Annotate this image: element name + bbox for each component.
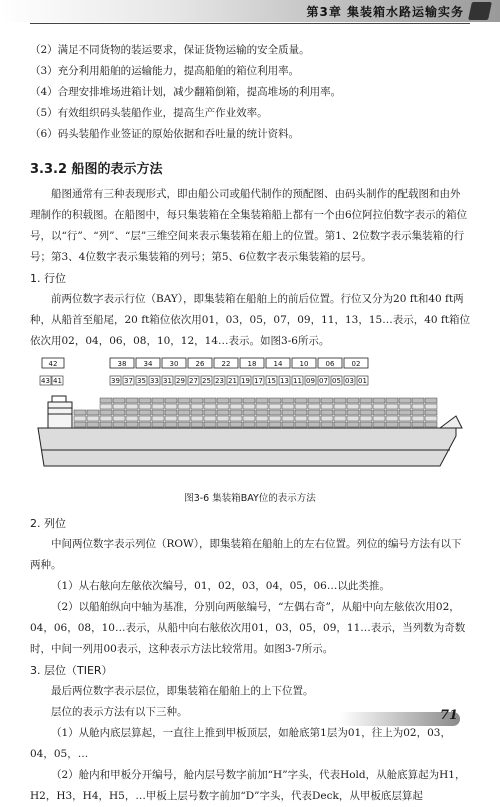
container-box — [321, 416, 333, 421]
container-box — [282, 398, 294, 403]
container-box — [269, 398, 281, 403]
container-box — [139, 422, 151, 427]
bay-40ft-label: 38 — [117, 360, 127, 368]
ship-diagram — [30, 356, 470, 484]
container-box — [412, 398, 424, 403]
container-box — [152, 398, 164, 403]
container-box — [191, 410, 203, 415]
chapter-title: 第3章 集装箱水路运输实务 — [306, 5, 464, 19]
container-box — [204, 404, 216, 409]
container-box — [165, 398, 177, 403]
container-box — [256, 410, 268, 415]
bay-20ft-label: 05 — [332, 377, 341, 385]
tier-text-2: 层位的表示方法有以下三种。 — [51, 706, 188, 718]
container-box — [256, 398, 268, 403]
list-item: （5）有效组织码头装船作业，提高生产作业效率。 — [30, 107, 268, 119]
container-box — [256, 416, 268, 421]
container-box — [191, 404, 203, 409]
container-box — [139, 416, 151, 421]
container-box — [412, 416, 424, 421]
container-box — [126, 422, 138, 427]
tier-heading: 3. 层位（TIER） — [30, 664, 113, 677]
container-box — [321, 398, 333, 403]
container-box — [243, 404, 255, 409]
container-box — [425, 410, 437, 415]
container-box — [165, 416, 177, 421]
container-box — [126, 404, 138, 409]
bay-20ft-label: 19 — [241, 377, 250, 385]
container-box — [347, 398, 359, 403]
container-box — [321, 410, 333, 415]
bay-40ft-label: 30 — [169, 360, 179, 368]
ship-hull — [38, 428, 456, 466]
container-box — [295, 410, 307, 415]
list-item: （2）以船舶纵向中轴为基准，分别向两舷编号，“左偶右奇”，从船中向左舷依次用02，04，06，08，10…表示，从船中向右舷依次用01，03，05，09，11…表示，当列数为奇数时，中间一列用00表示，这种表示方法比较常用。如图3-7所示。 — [30, 601, 466, 655]
container-box — [308, 416, 320, 421]
container-box — [321, 422, 333, 427]
container-box — [386, 404, 398, 409]
container-box — [178, 398, 190, 403]
bay-40ft-label: 06 — [325, 360, 335, 368]
container-box — [399, 422, 411, 427]
container-box — [230, 404, 242, 409]
container-box — [74, 410, 86, 415]
container-box — [295, 398, 307, 403]
container-box — [230, 398, 242, 403]
container-box — [87, 416, 99, 421]
container-box — [152, 410, 164, 415]
container-box — [347, 416, 359, 421]
bay-text: 前两位数字表示行位（BAY），即集装箱在船舶上的前后位置。行位又分为20 ft和40 ft两种，从船首至船尾，20 ft箱位依次用01，03，05，07，09，11，13，15…表示，40 ft箱位依次用02，04，06，08，10，12，14…表示。如图3-6所示。 — [30, 293, 470, 347]
section-heading: 3.3.2 船图的表示方法 — [30, 162, 163, 177]
container-box — [87, 410, 99, 415]
row-text: 中间两位数字表示列位（ROW），即集装箱在船舶上的左右位置。列位的编号方法有以下两种。 — [30, 538, 462, 571]
container-box — [295, 416, 307, 421]
container-box — [373, 410, 385, 415]
bay-20ft-label: 43 — [41, 377, 50, 385]
list-item: （3）充分利用船舶的运输能力，提高船舶的箱位利用率。 — [30, 65, 300, 77]
container-box — [113, 398, 125, 403]
container-box — [373, 404, 385, 409]
container-box — [139, 398, 151, 403]
container-box — [386, 410, 398, 415]
page-number: 71 — [440, 708, 459, 723]
container-box — [230, 416, 242, 421]
bay-figure — [30, 356, 470, 484]
container-box — [412, 410, 424, 415]
container-box — [282, 404, 294, 409]
container-box — [204, 410, 216, 415]
book-corner-icon — [468, 2, 492, 20]
bay-20ft-label: 13 — [280, 377, 289, 385]
container-box — [113, 422, 125, 427]
container-box — [165, 410, 177, 415]
container-box — [412, 422, 424, 427]
container-box — [178, 410, 190, 415]
container-box — [178, 422, 190, 427]
container-box — [178, 404, 190, 409]
container-box — [386, 398, 398, 403]
bay-heading: 1. 行位 — [30, 272, 66, 285]
container-box — [217, 416, 229, 421]
container-box — [334, 416, 346, 421]
container-box — [360, 410, 372, 415]
bay-40ft-label: 18 — [247, 360, 257, 368]
container-box — [282, 416, 294, 421]
bay-40ft-label: 22 — [221, 360, 231, 368]
container-box — [321, 404, 333, 409]
container-box — [256, 422, 268, 427]
bay-40ft-label: 26 — [195, 360, 205, 368]
container-box — [100, 404, 112, 409]
page-content — [30, 40, 470, 807]
container-box — [256, 404, 268, 409]
container-box — [282, 410, 294, 415]
container-box — [139, 410, 151, 415]
bay-40ft-label: 42 — [48, 360, 58, 368]
container-box — [360, 416, 372, 421]
header-divider — [30, 23, 470, 24]
container-box — [243, 416, 255, 421]
container-box — [204, 422, 216, 427]
container-box — [360, 398, 372, 403]
bay-20ft-label: 21 — [228, 377, 237, 385]
container-box — [152, 404, 164, 409]
bay-20ft-label: 41 — [53, 377, 62, 385]
container-box — [126, 416, 138, 421]
bay-20ft-label: 37 — [124, 377, 133, 385]
container-box — [243, 422, 255, 427]
container-box — [386, 416, 398, 421]
container-box — [139, 404, 151, 409]
container-box — [113, 410, 125, 415]
bay-20ft-label: 09 — [306, 377, 315, 385]
bay-20ft-label: 31 — [163, 377, 172, 385]
container-box — [126, 398, 138, 403]
container-box — [243, 398, 255, 403]
container-box — [373, 416, 385, 421]
container-box — [113, 404, 125, 409]
container-box — [217, 404, 229, 409]
container-box — [87, 422, 99, 427]
bay-20ft-label: 15 — [267, 377, 276, 385]
container-box — [399, 404, 411, 409]
bay-20ft-label: 01 — [358, 377, 367, 385]
container-box — [178, 416, 190, 421]
container-box — [308, 422, 320, 427]
container-box — [217, 398, 229, 403]
container-box — [282, 422, 294, 427]
container-box — [165, 422, 177, 427]
bay-40ft-label: 02 — [351, 360, 361, 368]
container-box — [360, 422, 372, 427]
container-box — [373, 422, 385, 427]
container-box — [191, 398, 203, 403]
container-box — [334, 398, 346, 403]
container-box — [425, 422, 437, 427]
container-box — [74, 416, 86, 421]
container-box — [230, 422, 242, 427]
container-box — [217, 422, 229, 427]
container-box — [295, 404, 307, 409]
bay-20ft-label: 33 — [150, 377, 159, 385]
bay-40ft-label: 34 — [143, 360, 153, 368]
container-box — [425, 404, 437, 409]
container-box — [295, 422, 307, 427]
container-box — [347, 410, 359, 415]
container-box — [230, 410, 242, 415]
container-box — [347, 422, 359, 427]
container-box — [412, 404, 424, 409]
container-box — [204, 398, 216, 403]
container-box — [334, 422, 346, 427]
container-box — [204, 416, 216, 421]
container-box — [100, 422, 112, 427]
bay-40ft-label: 10 — [299, 360, 309, 368]
container-box — [113, 416, 125, 421]
container-box — [425, 416, 437, 421]
container-box — [334, 404, 346, 409]
container-box — [152, 422, 164, 427]
container-box — [191, 416, 203, 421]
bay-20ft-label: 07 — [319, 377, 328, 385]
bay-20ft-label: 25 — [202, 377, 211, 385]
list-item: （1）从舱内底层算起，一直往上推到甲板顶层，如舱底第1层为01，往上为02，03，04，05，… — [30, 727, 451, 760]
container-box — [243, 410, 255, 415]
container-box — [217, 410, 229, 415]
container-box — [308, 410, 320, 415]
tier-text-1: 最后两位数字表示层位，即集装箱在船舶上的上下位置。 — [51, 685, 314, 697]
container-box — [373, 398, 385, 403]
bay-20ft-label: 11 — [293, 377, 302, 385]
bay-20ft-label: 17 — [254, 377, 263, 385]
container-box — [347, 404, 359, 409]
container-box — [74, 422, 86, 427]
container-box — [399, 416, 411, 421]
figure-caption: 图3-6 集装箱BAY位的表示方法 — [184, 493, 316, 504]
bay-20ft-label: 29 — [176, 377, 185, 385]
container-box — [269, 416, 281, 421]
bay-20ft-label: 27 — [189, 377, 198, 385]
container-box — [152, 416, 164, 421]
ship-bridge — [48, 402, 72, 428]
container-box — [100, 398, 112, 403]
container-box — [269, 404, 281, 409]
bay-20ft-label: 39 — [111, 377, 120, 385]
container-box — [191, 422, 203, 427]
container-box — [100, 410, 112, 415]
container-box — [126, 410, 138, 415]
container-box — [308, 404, 320, 409]
container-box — [386, 422, 398, 427]
bay-20ft-label: 03 — [345, 377, 354, 385]
list-item: （2）舱内和甲板分开编号，舱内层号数字前加“H”字头，代表Hold，从舱底算起为H1，H2，H3，H4，H5，…甲板上层号数字前加“D”字头，代表Deck，从甲板底层算起 — [30, 769, 466, 802]
list-item: （2）满足不同货物的装运要求，保证货物运输的安全质量。 — [30, 44, 310, 56]
container-box — [269, 422, 281, 427]
container-box — [334, 410, 346, 415]
list-item: （4）合理安排堆场进箱计划，减少翻箱倒箱，提高堆场的利用率。 — [30, 86, 342, 98]
container-box — [269, 410, 281, 415]
container-box — [100, 416, 112, 421]
bay-40ft-label: 14 — [273, 360, 283, 368]
container-box — [360, 404, 372, 409]
container-box — [399, 398, 411, 403]
row-heading: 2. 列位 — [30, 517, 66, 530]
section-intro: 船图通常有三种表现形式，即由船公司或船代制作的预配图、由码头制作的配载图和由外理制作的积载图。在船图中，每只集装箱在全集装箱船上都有一个由6位阿拉伯数字表示的箱位号，以“行”、“列”、“层”三维空间来表示集装箱在船上的位置。第1、2位数字表示集装箱的行号；第3、4位数字表示集装箱的列号；第5、6位数字表示集装箱的层号。 — [30, 188, 468, 263]
list-item: （1）从右舷向左舷依次编号，01，02，03，04，05，06…以此类推。 — [51, 580, 390, 592]
bay-20ft-label: 23 — [215, 377, 224, 385]
container-box — [399, 410, 411, 415]
container-box — [165, 404, 177, 409]
list-item: （6）码头装船作业签证的原始依据和吞吐量的统计资料。 — [30, 128, 300, 140]
bay-20ft-label: 35 — [137, 377, 146, 385]
container-box — [425, 398, 437, 403]
container-box — [308, 398, 320, 403]
